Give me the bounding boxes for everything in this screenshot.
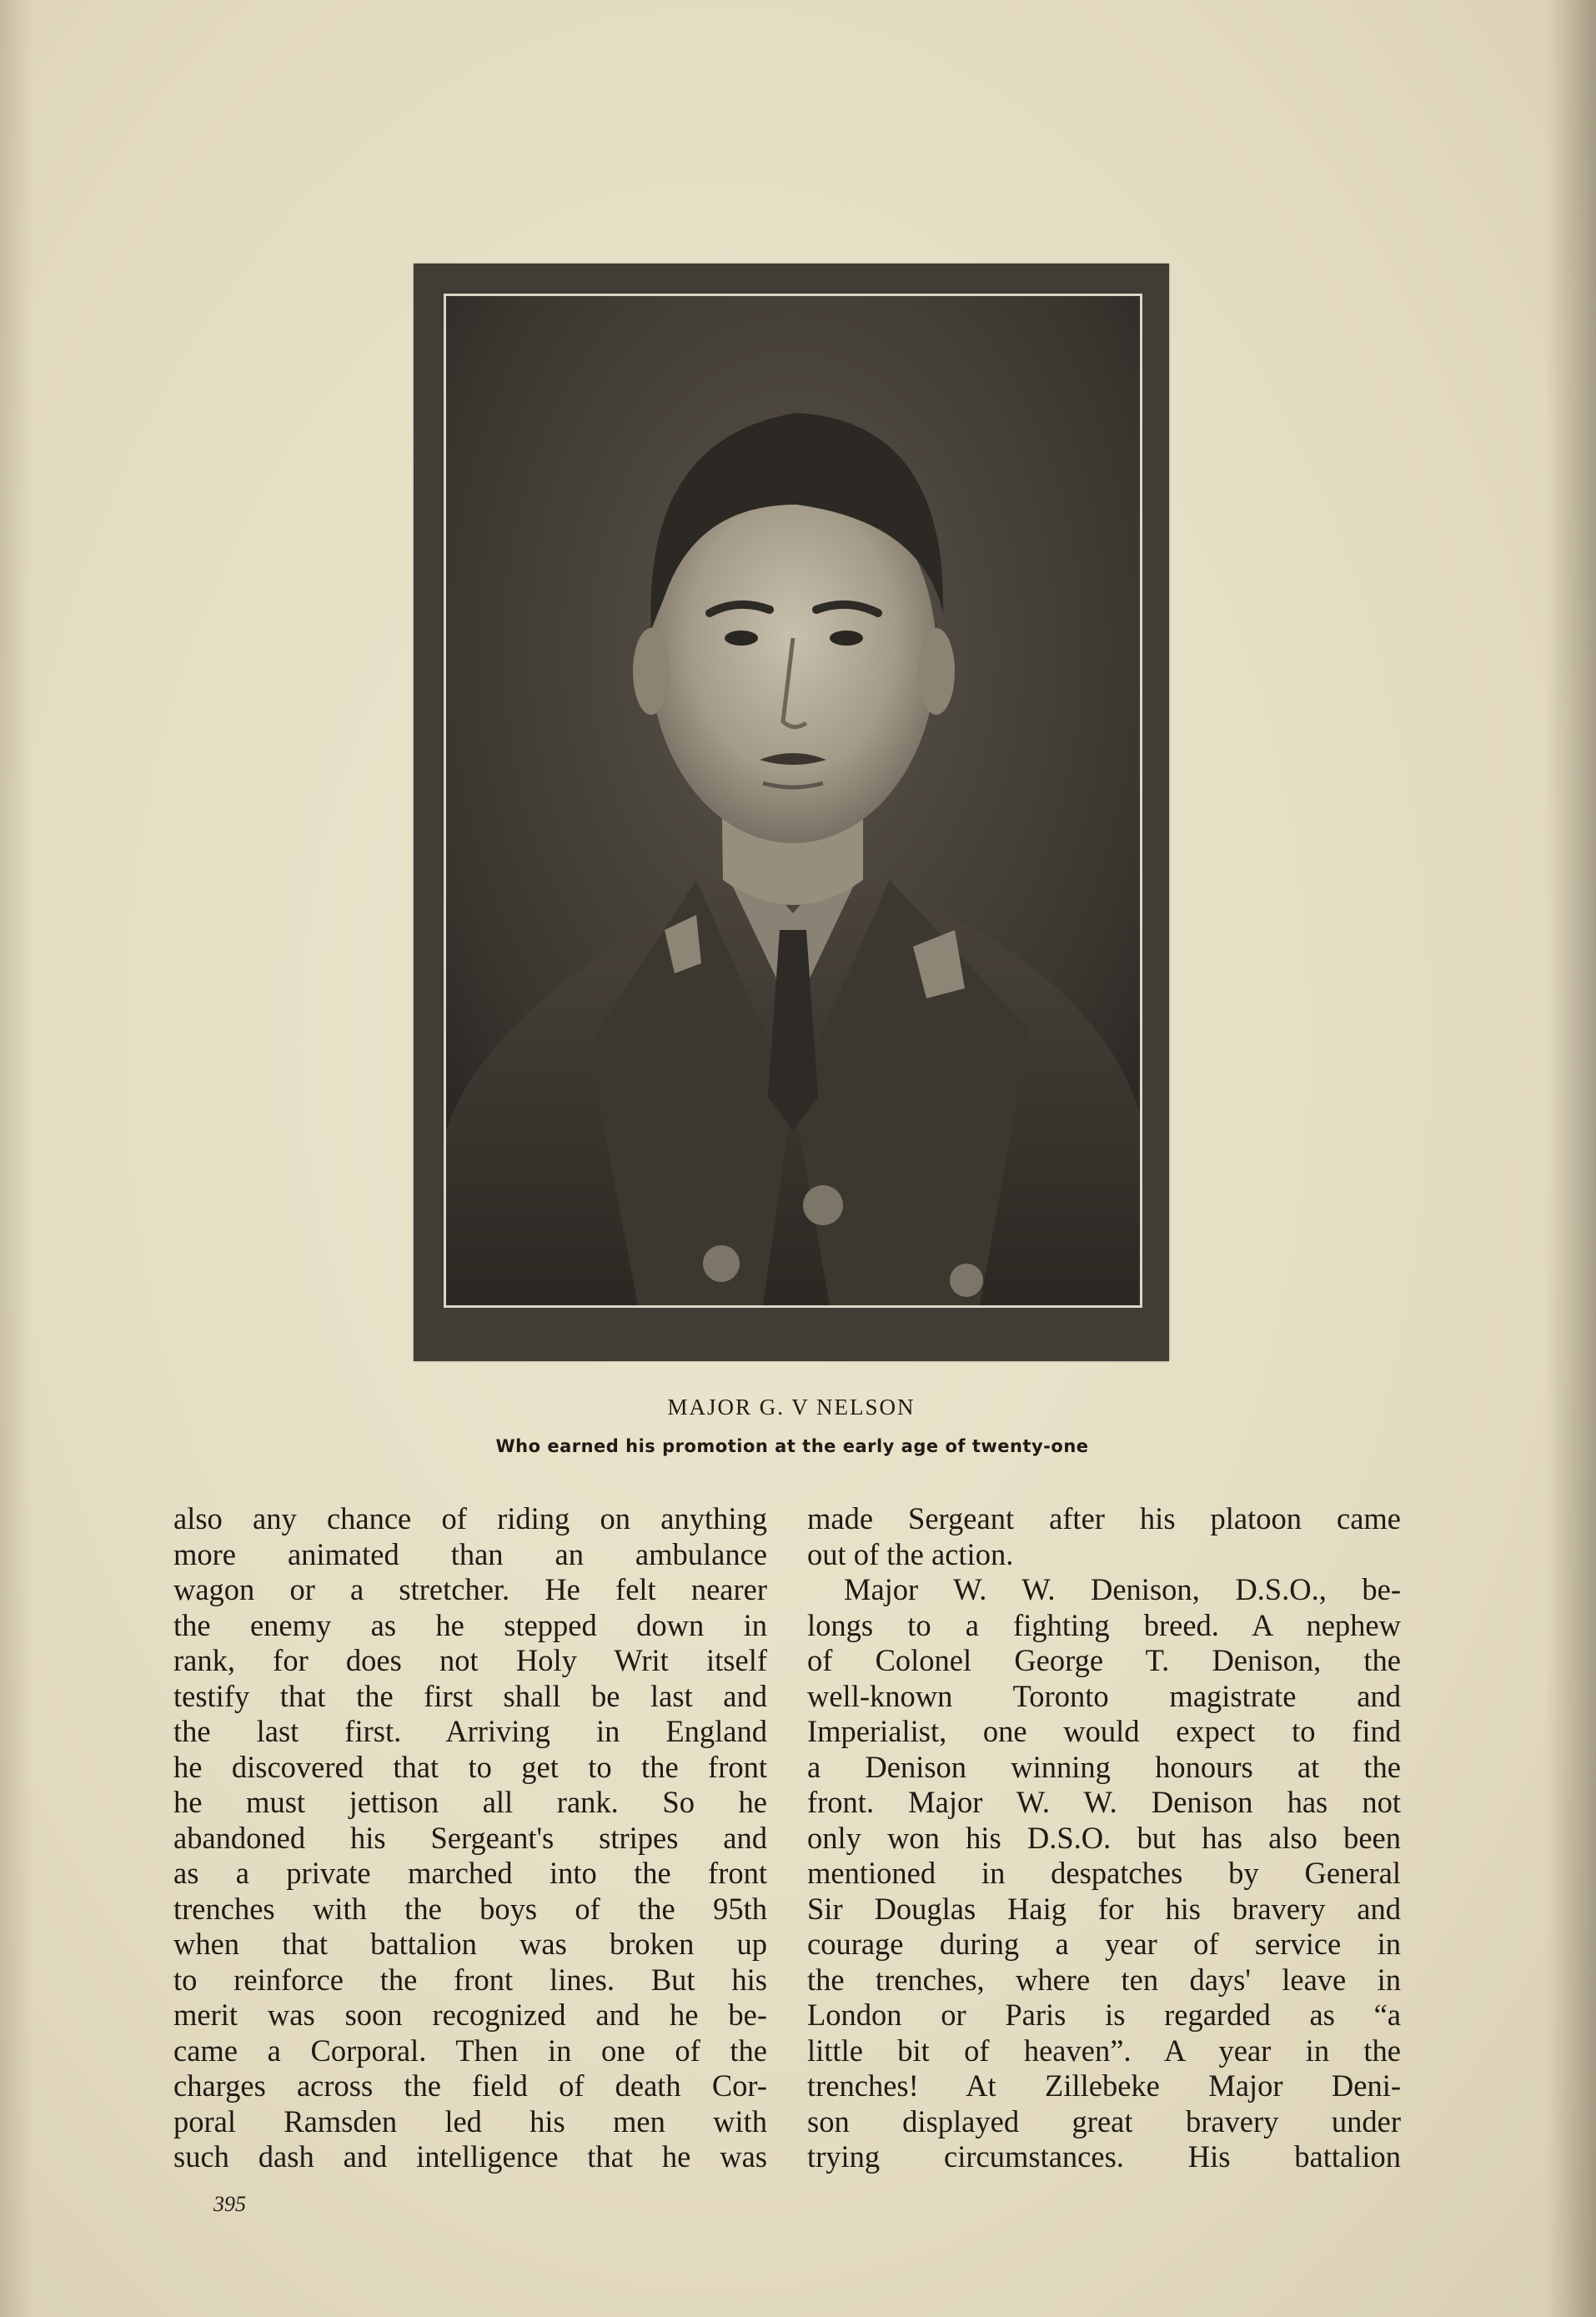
text-line: the trenches, where ten days' leave in — [807, 1962, 1401, 1997]
text-line: the last first. Arriving in England — [173, 1714, 767, 1748]
text-line: as a private marched into the front — [173, 1856, 767, 1890]
text-line: Sir Douglas Haig for his bravery and — [807, 1891, 1401, 1926]
text-line: he discovered that to get to the front — [173, 1749, 767, 1784]
text-line: charges across the field of death Cor- — [173, 2068, 767, 2103]
text-line: made Sergeant after his platoon came — [807, 1501, 1401, 1535]
text-line: wagon or a stretcher. He felt nearer — [173, 1572, 767, 1606]
text-line: well-known Toronto magistrate and — [807, 1678, 1401, 1713]
portrait-photo — [444, 294, 1142, 1308]
text-line: front. Major W. W. Denison has not — [807, 1785, 1401, 1819]
text-column-left — [173, 1501, 767, 2175]
text-line: London or Paris is regarded as “a — [807, 1998, 1401, 2032]
text-line: out of the action. — [807, 1536, 1014, 1571]
text-line: the enemy as he stepped down in — [173, 1607, 767, 1642]
binding-gutter-shadow — [1546, 0, 1596, 2317]
text-line: merit was soon recognized and he be- — [173, 1998, 767, 2032]
photo-caption-title: MAJOR G. V NELSON — [667, 1395, 916, 1420]
text-line: a Denison winning honours at the — [807, 1749, 1401, 1784]
text-line: more animated than an ambulance — [173, 1536, 767, 1571]
text-column-right — [807, 1501, 1401, 2175]
photo-caption-subtitle: Who earned his promotion at the early age of twenty-one — [495, 1436, 1089, 1456]
text-line: Major W. W. Denison, D.S.O., be- — [844, 1572, 1401, 1606]
text-line: Imperialist, one would expect to find — [807, 1714, 1401, 1748]
text-line: longs to a fighting breed. A nephew — [807, 1607, 1401, 1642]
text-line: poral Ramsden led his men with — [173, 2103, 767, 2139]
text-line: also any chance of riding on anything — [173, 1501, 767, 1535]
text-line: rank, for does not Holy Writ itself — [173, 1643, 767, 1677]
text-line: son displayed great bravery under — [807, 2103, 1401, 2139]
text-line: such dash and intelligence that he was — [173, 2139, 767, 2174]
text-line: trenches with the boys of the 95th — [173, 1891, 767, 1926]
text-line: came a Corporal. Then in one of the — [173, 2033, 767, 2068]
text-line: of Colonel George T. Denison, the — [807, 1643, 1401, 1677]
text-line: he must jettison all rank. So he — [173, 1785, 767, 1819]
text-line: abandoned his Sergeant's stripes and — [173, 1820, 767, 1855]
text-line: only won his D.S.O. but has also been — [807, 1820, 1401, 1855]
text-line: mentioned in despatches by General — [807, 1856, 1401, 1890]
text-line: to reinforce the front lines. But his — [173, 1962, 767, 1997]
text-line: courage during a year of service in — [807, 1927, 1401, 1961]
text-line: testify that the first shall be last and — [173, 1678, 767, 1713]
text-line: trenches! At Zillebeke Major Deni- — [807, 2068, 1401, 2103]
portrait-photo-frame — [414, 264, 1169, 1361]
page-number: 395 — [213, 2192, 246, 2216]
page-edge-shadow — [0, 0, 33, 2317]
text-line: little bit of heaven”. A year in the — [807, 2033, 1401, 2068]
text-line: when that battalion was broken up — [173, 1927, 767, 1961]
text-line: trying circumstances. His battalion — [807, 2139, 1401, 2174]
